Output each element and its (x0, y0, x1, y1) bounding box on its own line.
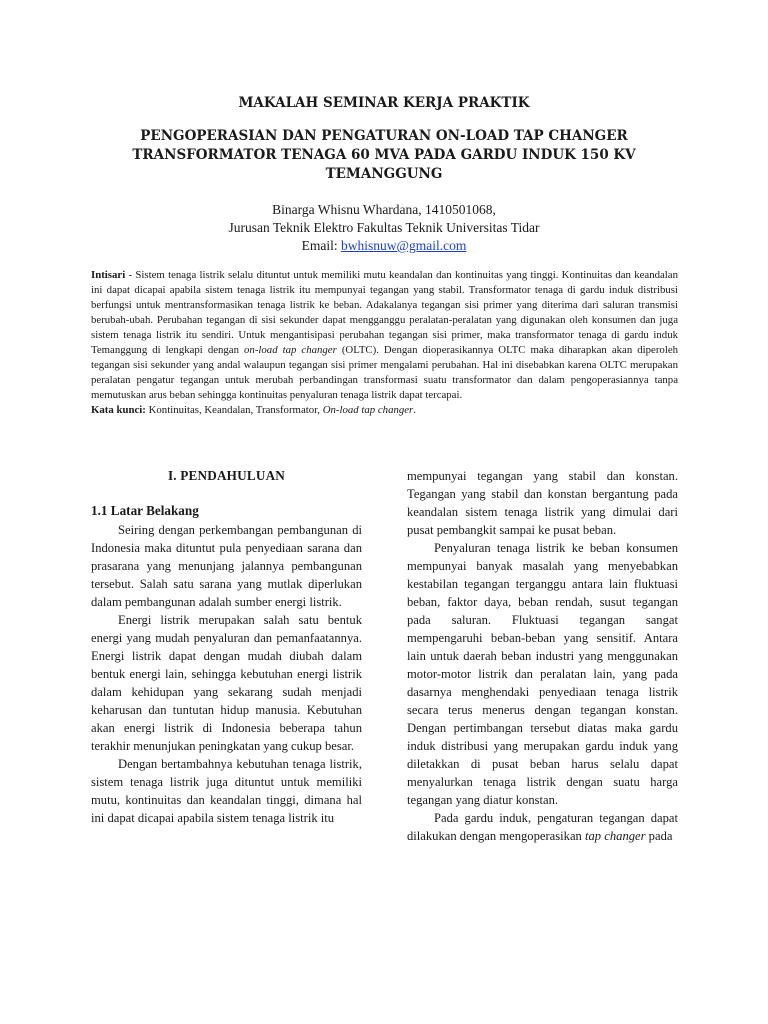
abstract-separator: - (125, 269, 136, 281)
keywords (91, 403, 678, 418)
right-paragraph-3-start: Pada gardu induk, pengaturan tegangan dapat dilakukan dengan mengoperasikan (407, 811, 678, 843)
author-name: Binarga Whisnu Whardana, 1410501068, (272, 202, 496, 217)
left-paragraph-2: Energi listrik merupakan salah satu bentuk energi yang mudah penyaluran dan pemanfaatannya. Energi listrik dapat dengan mudah diubah dalam bentuk energi lain, sehingga kebutuhan energi listrik dalam kehidupan yang sekarang sudah menjadi keharusan dan tuntutan hidup manusia. Kebutuhan akan energi listrik di Indonesia beberapa tahun terakhir menunjukan peningkatan yang cukup besar. (91, 613, 362, 753)
author-affiliation: Jurusan Teknik Elektro Fakultas Teknik Universitas Tidar (228, 220, 540, 235)
subsection-title: 1.1 Latar Belakang (91, 503, 199, 518)
right-paragraph-3 (407, 809, 678, 845)
author-email-line (0, 237, 768, 255)
right-paragraph-3-end: pada (645, 829, 673, 843)
abstract-text (91, 268, 678, 403)
keywords-list: Kontinuitas, Keandalan, Transformator, (145, 404, 323, 416)
right-column (407, 467, 678, 845)
section-title: I. PENDAHULUAN (167, 468, 286, 483)
abstract-body-2: (OLTC). Dengan dioperasikannya OLTC maka diharapkan akan diperoleh tegangan sisi sekunder yang andal walaupun tegangan sisi primer mengalami perubahan. Hal ini disebabkan karena OLTC merupakan peralatan pengatur tegangan untuk merubah perbandingan transformasi suatu transformator dan dalam pengoperasiannya tanpa memutuskan arus beban sehingga kontinuitas penyaluran tenaga listrik dapat tercapai. (91, 344, 679, 401)
paper-title (0, 127, 768, 184)
keywords-label: Kata kunci: (91, 404, 146, 416)
right-paragraph-3-italic: tap changer (585, 829, 646, 843)
abstract-label: Intisari (91, 269, 126, 281)
email-link[interactable]: bwhisnuw@gmail.com (341, 238, 467, 253)
email-label: Email: (301, 238, 342, 253)
right-paragraph-2: Penyaluran tenaga listrik ke beban konsumen mempunyai banyak masalah yang menyebabkan kestabilan tegangan terganggu antara lain fluktuasi beban, faktor daya, beban rendah, susut tegangan pada saluran. Fluktuasi tegangan sangat mempengaruhi beban-beban yang sensitif. Antara lain untuk daerah beban industri yang menggunakan motor-motor listrik dan peralatan lain, yang pada dasarnya menghendaki penyediaan tenaga listrik secara terus menerus dengan tegangan konstan. Dengan pertimbangan tersebut diatas maka gardu induk distribusi yang merupakan gardu induk yang diletakkan di pusat beban harus selalu dapat menyalurkan tenaga listrik dengan suatu harga tegangan yang diatur konstan. (407, 541, 678, 807)
keywords-end: . (413, 404, 416, 416)
left-column (91, 467, 362, 827)
author-block (0, 201, 768, 255)
paper-title-line-1: PENGOPERASIAN DAN PENGATURAN ON-LOAD TAP CHANGER (140, 128, 628, 144)
keywords-italic: On-load tap changer (322, 404, 414, 416)
abstract (91, 268, 678, 418)
report-type-heading: MAKALAH SEMINAR KERJA PRAKTIK (238, 95, 530, 111)
paper-title-line-2: TRANSFORMATOR TENAGA 60 MVA PADA GARDU INDUK 150 KV (132, 147, 636, 163)
abstract-body-1: Sistem tenaga listrik selalu dituntut untuk memiliki mutu keandalan dan kontinuitas yang tinggi. Kontinuitas dan keandalan ini dapat dicapai apabila sistem tenaga listrik itu mempunyai tegangan yang stabil. Transformator tenaga di gardu induk distribusi berfungsi untuk mentransformasikan tenaga listrik ke beban. Adakalanya tegangan sisi primer yang diterima dari saluran transmisi berubah-ubah. Perubahan tegangan di sisi sekunder dapat mengganggu peralatan-peralatan yang digunakan oleh konsumen dan juga sistem tenaga listrik itu sendiri. Untuk mengantisipasi perubahan tegangan sisi primer, maka transformator tenaga di gardu induk Temanggung di lengkapi dengan (91, 269, 678, 356)
left-paragraph-3: Dengan bertambahnya kebutuhan tenaga listrik, sistem tenaga listrik juga dituntut untuk memiliki mutu, kontinuitas dan keandalan tinggi, dimana hal ini dapat dicapai apabila sistem tenaga listrik itu (91, 757, 362, 825)
paper-title-line-3: TEMANGGUNG (325, 166, 443, 182)
abstract-italic-term: on-load tap changer (244, 344, 337, 356)
right-paragraph-1: mempunyai tegangan yang stabil dan konstan. Tegangan yang stabil dan konstan bergantung pada keandalan sistem tenaga listrik yang dimulai dari pusat pembangkit sampai ke pusat beban. (407, 469, 678, 537)
left-paragraph-1: Seiring dengan perkembangan pembangunan di Indonesia maka dituntut pula penyediaan sarana dan prasarana yang menunjang jalannya pembangunan tersebut. Salah satu sarana yang mutlak diperlukan dalam pembangunan adalah sumber energi listrik. (91, 523, 362, 609)
